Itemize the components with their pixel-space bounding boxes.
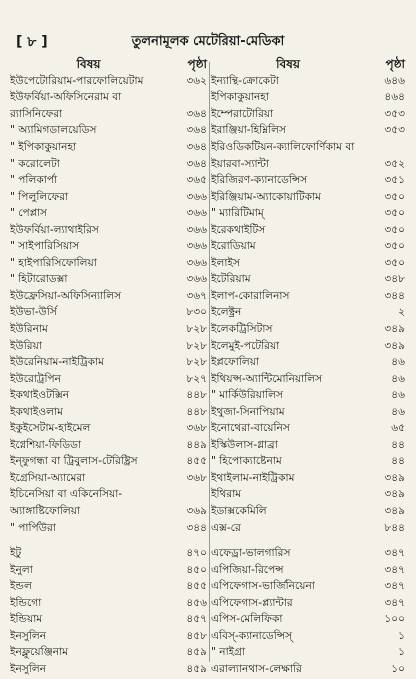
entry-subject: ইন্ডল [10,580,32,593]
index-entry [10,256,207,273]
entry-page: ১ [398,646,405,659]
entry-subject: এপিফেগাস-প্ল্যান্টার [211,596,293,609]
entry-page: ৩৫৩ [384,107,405,120]
entry-subject: " মার্কিউরিয়ালিস [211,389,283,402]
entry-page: ৩৪৯ [384,322,405,335]
entry-page: ৮৪৪ [384,521,405,534]
index-list-left [10,74,207,679]
entry-subject: ইন্ডিগো [10,596,42,609]
entry-subject: ইন্ফুগন্ধা বা ট্রিবুলাস-টেরিষ্ট্রিস [10,455,138,468]
index-entry [10,579,207,596]
index-column-right [211,56,405,679]
entry-page: ৩৬৫ [186,174,207,187]
index-entry [10,372,207,389]
entry-subject: ইরোডিয়াম [211,240,256,253]
entry-page: ৪৫৫ [186,580,207,593]
entry-subject: " ম্যারিটিমাম্ [211,207,264,220]
entry-page: ৩৬৪ [186,140,207,153]
entry-subject: ইথিয়প্স-অ্যান্টিমোনিয়ালিস [211,372,323,385]
entry-subject: ইউপেটোরিয়াম-পারফোলিয়েটাম [10,74,144,87]
index-entry [211,289,405,306]
entry-subject: ইডাক্সকেমিলি [211,505,267,517]
entry-page: ৪৪ [391,438,405,451]
index-entry [211,455,405,472]
index-entry [211,521,405,538]
index-entry [10,471,207,488]
entry-subject: ইউফ্রেসিয়া-অফিসিন্যালিস [10,289,122,302]
entry-subject: " হিটারোডক্সা [10,273,68,286]
entry-subject: " পার্পিউরা [10,521,56,534]
index-entry [10,613,207,630]
entry-page: ৪৫৭ [186,613,207,626]
index-entry [10,239,207,256]
entry-subject: ইউরিনাম [10,322,48,335]
entry-subject: ইন্যান্থি-ক্রোকেটা [211,74,279,87]
index-entry [10,455,207,472]
entry-page: ৩৪৯ [384,505,405,517]
entry-page: ৪৬ [391,405,405,418]
entry-page: ৩৬৬ [186,273,207,286]
entry-page: ৩৫৩ [384,124,405,137]
index-entry [211,339,405,356]
index-entry [211,372,405,389]
entry-subject: ইউরিয়া [10,339,42,352]
index-entry [211,646,405,663]
index-entry [10,124,207,141]
index-entry [211,421,405,438]
entry-page: ৩৪৯ [384,471,405,484]
index-entry [10,421,207,438]
page-heading: পৃষ্ঠা [187,57,207,71]
entry-subject: ইলেক্ট্রন [211,306,242,319]
entry-page: ৩৬৯ [186,505,207,517]
index-entry [211,124,405,141]
entry-subject: ইটেরিয়াম [211,273,251,286]
entry-page: ৩৫০ [384,223,405,236]
index-entry [10,405,207,422]
index-entry [211,306,405,323]
entry-subject: ইটু [10,547,22,560]
index-entry [10,504,207,521]
entry-subject: ইকথাইওটক্সিন [10,389,70,402]
entry-page: ৪৫৮ [186,629,207,642]
index-entry [211,613,405,630]
entry-subject: ইউভা-উর্সি [10,306,57,319]
entry-subject: এপিফেগাস-ভার্জিনিয়েনা [211,580,315,593]
entry-subject: ইলেমুই-পটেরিয়া [211,339,280,352]
entry-subject: ইপিকাকুয়ানহা [211,91,269,104]
entry-page: ৩৬৬ [186,240,207,253]
entry-subject: ইন্ডিয়াম [10,613,43,626]
index-entry [211,206,405,223]
index-entry [211,629,405,646]
entry-page: ৪৪৮ [186,405,207,418]
column-header-left [10,56,207,74]
index-entry [10,157,207,174]
index-entry [10,388,207,405]
entry-page: ১ [398,629,405,642]
entry-page: ৩৬৭ [186,289,207,302]
index-entry [211,388,405,405]
entry-page: ৪৬ [391,372,405,385]
entry-page: ৮৩০ [186,306,207,319]
index-entry [10,173,207,190]
entry-subject: ইরাঞ্জিয়া-হিম্নিলিস [211,124,287,137]
index-entry [10,563,207,580]
entry-subject: " পেপ্লাস [10,207,48,220]
entry-subject: ইরেকথাইটিস [211,223,266,236]
entry-page: ৪৬৪ [384,91,405,104]
entry-page: ৩৫০ [384,240,405,253]
index-entry [10,190,207,207]
entry-page: ৬৫ [391,422,405,435]
entry-subject: ইকথাইওলাম [10,405,64,418]
entry-subject: ইথাইলাম-নাইট্রিকাম [211,471,295,484]
entry-subject: ইনসুলিন [10,629,47,642]
entry-subject: এক্স-রে [211,521,241,534]
entry-page: ৩৬৬ [186,190,207,203]
entry-page: ৪৪৮ [186,389,207,402]
entry-subject: " নাইগ্রা [211,646,246,659]
entry-page: ৩৫০ [384,190,405,203]
entry-subject: ইনফ্লুয়েঞ্জিনাম [10,646,69,659]
index-entry [10,662,207,679]
entry-page: ৪৫০ [186,563,207,576]
entry-subject: " অ্যামিগডালয়েডিস [10,124,97,137]
entry-page: ৪৪৯ [186,438,207,451]
entry-subject: ইগ্রেসিয়া-অ্যামেরা [10,471,86,484]
entry-page: ৮২৮ [186,322,207,335]
subject-heading: বিষয় [76,57,101,71]
entry-page: ৪৫৫ [186,455,207,468]
column-header-right [211,56,405,74]
entry-page: ১০০ [384,613,405,626]
entry-page: ১০ [391,662,405,675]
index-entry [211,596,405,613]
index-entry [10,596,207,613]
index-entry [211,546,405,563]
entry-subject: ইনসুলিন [10,662,47,675]
entry-subject: ইনুলা [10,563,33,576]
index-entry [211,405,405,422]
index-entry [10,521,207,538]
index-entry [10,339,207,356]
entry-subject: ইলাপ-কোরালিনাস [211,289,290,302]
entry-subject: এপিজিয়া-রিপেন্স [211,563,284,576]
entry-subject: ইয়ারবা-স্যান্টা [211,157,269,170]
entry-subject: এফেড্রা-ভালগারিস [211,547,291,560]
index-entry [211,140,405,157]
entry-page: ৪৬ [391,356,405,369]
index-entry [211,322,405,339]
entry-page: ৩৪৭ [384,563,405,576]
entry-subject: এবিস্-ক্যানাডেন্সিস্ [211,629,293,642]
entry-subject: ইথিরাম [211,488,242,501]
entry-subject: ইগ্নেশিয়া-ফিডিডা [10,438,82,451]
entry-page: ৩৬৪ [186,107,207,120]
index-entry [10,289,207,306]
entry-subject: ইরিওডিকটিয়ন-ক্যালিফোর্ণিকাম বা [211,140,355,153]
entry-page: ৩৪৮ [384,273,405,286]
index-entry [10,629,207,646]
entry-page: ৩৪৭ [384,596,405,609]
index-entry [211,223,405,240]
entry-subject: ইনোথেরা-বায়েনিস [211,422,290,435]
entry-page: ৩৪৪ [186,521,207,534]
column-divider [209,62,210,662]
entry-subject: ইউফর্বিয়া-অফিসিনেরাম বা [10,91,122,104]
entry-subject: ইথুজা-সিনাপিয়াম [211,405,285,418]
page-header [0,30,416,54]
entry-page: ৩৬৮ [186,471,207,484]
entry-page: ২ [398,306,405,319]
entry-subject: ইউরেনিয়াম-নাইট্রিকাম [10,356,105,369]
index-entry [211,504,405,521]
index-entry [211,173,405,190]
entry-page: ৩৬২ [186,74,207,87]
index-entry [211,438,405,455]
entry-subject: এরাল্যানথাস-লেক্ষারি [211,662,302,675]
index-entry [10,223,207,240]
index-entry [10,355,207,372]
index-entry [10,306,207,323]
index-entry [10,91,207,108]
entry-page: ৪৫৬ [186,596,207,609]
entry-page: ৩৪৪ [384,289,405,302]
index-entry [10,322,207,339]
index-entry [10,206,207,223]
index-entry [211,355,405,372]
page-title: তুলনামূলক মেটেরিয়া-মেডিকা [131,34,285,49]
index-entry [10,546,207,563]
entry-page: ৩৬৬ [186,223,207,236]
entry-subject: " হিপোক্যাষ্টেনাম [211,455,282,468]
entry-page: ৩৪৯ [384,339,405,352]
entry-page: ৩৫২ [384,157,405,170]
entry-subject: অ্যাঙ্গাষ্টিফোলিয়া [10,505,81,517]
page-number: [ ৮ ] [16,34,48,50]
index-entry [10,646,207,663]
entry-page: ৮২৮ [186,356,207,369]
entry-subject: ইচিনেসিয়া বা একিনেসিয়া- [10,488,123,501]
entry-page: ৩৬৪ [186,124,207,137]
entry-subject: র‍্যাসিনিফেরা [10,107,63,120]
entry-page: ৩৬৬ [186,207,207,220]
entry-subject: ইস্কিউলাস-গ্লাব্রা [211,438,278,451]
index-column-left [10,56,207,679]
entry-page: ৪৭০ [186,547,207,560]
entry-page: ৩৬৮ [186,422,207,435]
entry-page: ৮২৮ [186,339,207,352]
index-entry [211,239,405,256]
entry-page: ৩৪৭ [384,580,405,593]
entry-page: ৩৬৬ [186,256,207,269]
entry-page: ৩৪৯ [384,488,405,501]
entry-page: ৪৬ [391,389,405,402]
entry-page: ৪৫৯ [186,646,207,659]
index-entry [211,563,405,580]
entry-page: ৩৫০ [384,207,405,220]
subject-heading: বিষয় [276,57,300,71]
index-entry [211,579,405,596]
index-entry [211,273,405,290]
entry-page: ৪৪ [391,455,405,468]
index-entry [211,74,405,91]
entry-subject: " হাইপারিসিফোলিয়া [10,256,97,269]
entry-subject: ইরিঞ্জিয়াম-অ্যাকোয়াটিকাম [211,190,322,203]
entry-page: ৩৬৪ [186,157,207,170]
index-entry [10,273,207,290]
index-entry [211,488,405,505]
entry-page: ৩৫০ [384,256,405,269]
entry-subject: " করোলেটা [10,157,60,170]
entry-page: ৮২৭ [186,372,207,385]
index-entry [211,157,405,174]
index-entry [211,471,405,488]
entry-subject: " পলিকার্পা [10,174,58,187]
index-entry [10,438,207,455]
index-entry [211,91,405,108]
entry-subject: " সাইপারিসিয়াস [10,240,80,253]
index-entry [211,662,405,679]
entry-page: ৪৫৯ [186,662,207,675]
index-entry [211,256,405,273]
index-entry [10,140,207,157]
index-list-right [211,74,405,679]
entry-subject: ইউরোট্রপিন [10,372,61,385]
index-entry [211,107,405,124]
entry-subject: ইলেকট্রিসিটাস [211,322,273,335]
page-heading: পৃষ্ঠা [385,57,405,71]
entry-subject: এপিস-মেলিফিকা [211,613,283,626]
entry-subject: ইকুইসেটাম-হাইমেল [10,422,91,435]
entry-subject: ইরিজিরণ-ক্যানাডেন্সিস [211,174,308,187]
entry-subject: " পিলুলিফেরা [10,190,69,203]
entry-subject: ইউফর্বিয়া-ল্যাথাইরিস [10,223,99,236]
section-gap [211,537,405,546]
entry-subject: ইপ্লফোলিয়া [211,356,260,369]
entry-subject: ইলাইস [211,256,240,269]
entry-subject: ইম্পেরাটোরিয়া [211,107,274,120]
entry-page: ৩৫১ [384,174,405,187]
index-entry [10,488,207,505]
section-gap [10,537,207,546]
entry-page: ৩৪৭ [384,547,405,560]
index-entry [211,190,405,207]
index-entry [10,107,207,124]
index-entry [10,74,207,91]
entry-subject: " ইপিকাকুয়ানহা [10,140,77,153]
entry-page: ৬৪৬ [384,74,405,87]
